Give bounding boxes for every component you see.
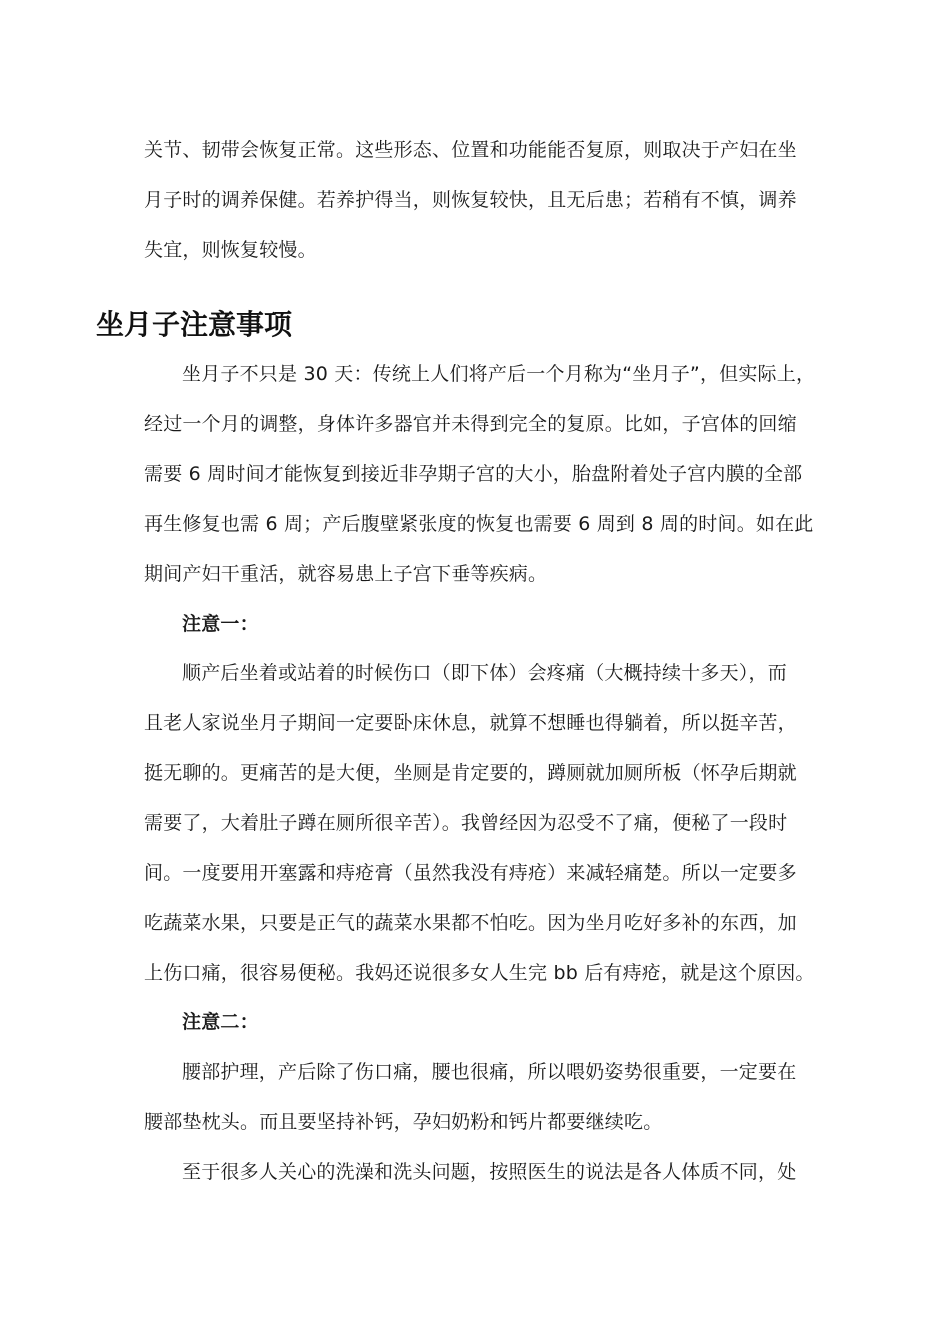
para2-line-1: 顺产后坐着或站着的时候伤口（即下体）会疼痛（大概持续十多天），而 — [182, 662, 787, 684]
para1-line-1: 坐月子不只是 30 天：传统上人们将产后一个月称为“坐月子”，但实际上， — [182, 363, 816, 385]
para2-line-6: 吃蔬菜水果，只要是正气的蔬菜水果都不怕吃。因为坐月吃好多补的东西，加 — [144, 912, 797, 934]
para1-line-5: 期间产妇干重活，就容易患上子宫下垂等疾病。 — [144, 563, 548, 585]
para2-line-3: 挺无聊的。更痛苦的是大便，坐厕是肯定要的，蹲厕就加厕所板（怀孕后期就 — [144, 762, 797, 784]
note2-title: 注意二： — [182, 1011, 259, 1033]
section-heading: 坐月子注意事项 — [96, 308, 293, 341]
note1-title: 注意一： — [182, 613, 259, 635]
para1-line-3: 需要 6 周时间才能恢复到接近非孕期子宫的大小，胎盘附着处子宫内膜的全部 — [144, 463, 803, 485]
para2-line-2: 且老人家说坐月子期间一定要卧床休息，就算不想睡也得躺着，所以挺辛苦， — [144, 712, 797, 734]
para1-line-4: 再生修复也需 6 周；产后腹壁紧张度的恢复也需要 6 周到 8 周的时间。如在此 — [144, 513, 814, 535]
intro-line-1: 关节、韧带会恢复正常。这些形态、位置和功能能否复原，则取决于产妇在坐 — [144, 139, 797, 161]
intro-line-3: 失宜，则恢复较慢。 — [144, 239, 317, 261]
para3-line-1: 腰部护理，产后除了伤口痛，腰也很痛，所以喂奶姿势很重要，一定要在 — [182, 1061, 797, 1083]
para2-line-7: 上伤口痛，很容易便秘。我妈还说很多女人生完 bb 后有痔疮，就是这个原因。 — [144, 962, 815, 984]
intro-line-2: 月子时的调养保健。若养护得当，则恢复较快，且无后患；若稍有不慎，调养 — [144, 189, 797, 211]
para2-line-5: 间。一度要用开塞露和痔疮膏（虽然我没有痔疮）来减轻痛楚。所以一定要多 — [144, 862, 797, 884]
para1-line-2: 经过一个月的调整，身体许多器官并未得到完全的复原。比如，子宫体的回缩 — [144, 413, 797, 435]
para4-line-1: 至于很多人关心的洗澡和洗头问题，按照医生的说法是各人体质不同，处 — [182, 1161, 797, 1183]
para2-line-4: 需要了，大着肚子蹲在厕所很辛苦）。我曾经因为忍受不了痛，便秘了一段时 — [144, 812, 788, 834]
para3-line-2: 腰部垫枕头。而且要坚持补钙，孕妇奶粉和钙片都要继续吃。 — [144, 1111, 663, 1133]
